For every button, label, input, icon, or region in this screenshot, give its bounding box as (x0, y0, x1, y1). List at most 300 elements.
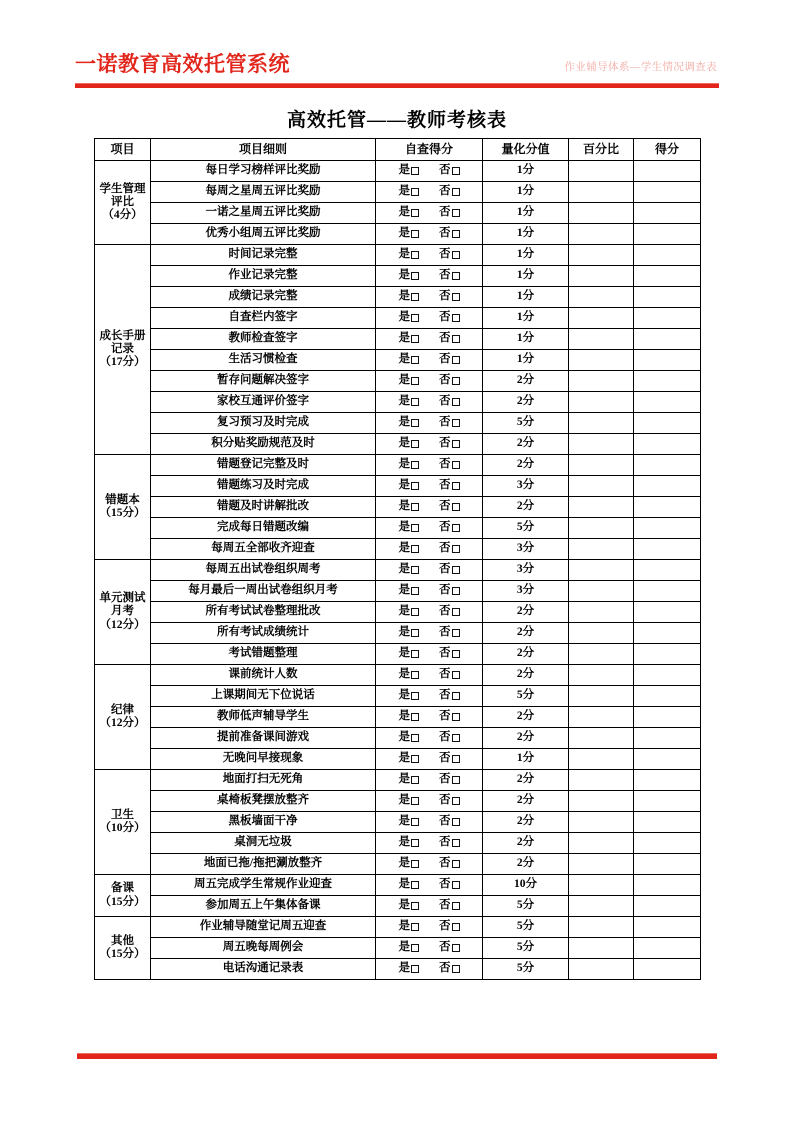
percent-cell[interactable] (569, 959, 634, 980)
points-cell: 2分 (483, 833, 569, 854)
check-options (376, 269, 482, 282)
percent-cell[interactable] (569, 854, 634, 875)
empty-checkbox-icon[interactable] (452, 797, 460, 805)
score-cell[interactable] (634, 287, 701, 308)
percent-cell[interactable] (569, 266, 634, 287)
detail-cell: 时间记录完整 (151, 245, 376, 266)
table-row (95, 875, 701, 896)
score-cell[interactable] (634, 644, 701, 665)
empty-checkbox-icon[interactable] (452, 524, 460, 532)
percent-cell[interactable] (569, 644, 634, 665)
score-cell[interactable] (634, 455, 701, 476)
empty-checkbox-icon[interactable] (452, 860, 460, 868)
checkbox-no[interactable] (439, 794, 460, 807)
empty-checkbox-icon[interactable] (452, 482, 460, 490)
checkbox-no[interactable] (439, 647, 460, 660)
checkbox-yes-label: 是 (398, 542, 410, 555)
percent-cell[interactable] (569, 707, 634, 728)
score-cell[interactable] (634, 812, 701, 833)
percent-cell[interactable] (569, 791, 634, 812)
empty-checkbox-icon[interactable] (411, 566, 419, 574)
percent-cell[interactable] (569, 203, 634, 224)
points-cell: 2分 (483, 434, 569, 455)
empty-checkbox-icon[interactable] (452, 923, 460, 931)
score-cell[interactable] (634, 224, 701, 245)
empty-checkbox-icon[interactable] (452, 902, 460, 910)
empty-checkbox-icon[interactable] (452, 251, 460, 259)
score-cell[interactable] (634, 581, 701, 602)
checkbox-no[interactable] (439, 479, 460, 492)
empty-checkbox-icon[interactable] (452, 419, 460, 427)
checkbox-no-label: 否 (439, 458, 451, 471)
score-cell[interactable] (634, 854, 701, 875)
score-cell[interactable] (634, 161, 701, 182)
score-cell[interactable] (634, 518, 701, 539)
checkbox-yes[interactable] (399, 794, 420, 807)
checkbox-yes-label: 是 (398, 752, 410, 765)
empty-checkbox-icon[interactable] (452, 356, 460, 364)
self-check-cell (376, 308, 483, 329)
checkbox-no[interactable] (439, 185, 460, 198)
checkbox-yes[interactable] (399, 815, 420, 828)
checkbox-yes[interactable] (399, 206, 420, 219)
checkbox-no[interactable] (439, 731, 460, 744)
checkbox-yes[interactable] (399, 164, 420, 177)
table-row (95, 686, 701, 707)
checkbox-no[interactable] (439, 521, 460, 534)
empty-checkbox-icon[interactable] (452, 818, 460, 826)
checkbox-yes[interactable] (399, 500, 420, 513)
checkbox-no[interactable] (439, 878, 460, 891)
empty-checkbox-icon[interactable] (411, 650, 419, 658)
checkbox-yes-label: 是 (398, 269, 410, 282)
group-label-line: 学生管理 (99, 182, 146, 195)
percent-cell[interactable] (569, 602, 634, 623)
score-cell[interactable] (634, 770, 701, 791)
checkbox-yes-label: 是 (398, 521, 410, 534)
points-cell: 2分 (483, 602, 569, 623)
checkbox-yes[interactable] (399, 332, 420, 345)
checkbox-yes-label: 是 (398, 437, 410, 450)
checkbox-yes[interactable] (399, 920, 420, 933)
check-options (376, 206, 482, 219)
checkbox-yes[interactable] (399, 962, 420, 975)
percent-cell[interactable] (569, 413, 634, 434)
checkbox-no[interactable] (439, 899, 460, 912)
checkbox-yes[interactable] (399, 290, 420, 303)
score-cell[interactable] (634, 329, 701, 350)
checkbox-no[interactable] (439, 941, 460, 954)
column-header-score: 得分 (634, 139, 701, 161)
empty-checkbox-icon[interactable] (411, 461, 419, 469)
checkbox-no[interactable] (439, 605, 460, 618)
group-label-line: 记录 (111, 342, 134, 355)
empty-checkbox-icon[interactable] (411, 734, 419, 742)
empty-checkbox-icon[interactable] (411, 293, 419, 301)
empty-checkbox-icon[interactable] (411, 902, 419, 910)
group-label-cell (95, 455, 151, 560)
checkbox-yes[interactable] (399, 584, 420, 597)
empty-checkbox-icon[interactable] (411, 923, 419, 931)
checkbox-no[interactable] (439, 206, 460, 219)
checkbox-no[interactable] (439, 437, 460, 450)
empty-checkbox-icon[interactable] (411, 251, 419, 259)
empty-checkbox-icon[interactable] (452, 608, 460, 616)
column-header-selfcheck: 自查得分 (376, 139, 483, 161)
score-cell[interactable] (634, 371, 701, 392)
checkbox-yes[interactable] (399, 752, 420, 765)
percent-cell[interactable] (569, 728, 634, 749)
percent-cell[interactable] (569, 770, 634, 791)
points-cell: 1分 (483, 266, 569, 287)
checkbox-no[interactable] (439, 542, 460, 555)
percent-cell[interactable] (569, 245, 634, 266)
percent-cell[interactable] (569, 917, 634, 938)
checkbox-yes[interactable] (399, 941, 420, 954)
empty-checkbox-icon[interactable] (411, 377, 419, 385)
empty-checkbox-icon[interactable] (411, 587, 419, 595)
empty-checkbox-icon[interactable] (411, 524, 419, 532)
percent-cell[interactable] (569, 539, 634, 560)
empty-checkbox-icon[interactable] (411, 167, 419, 175)
empty-checkbox-icon[interactable] (452, 188, 460, 196)
empty-checkbox-icon[interactable] (452, 167, 460, 175)
checkbox-no[interactable] (439, 416, 460, 429)
score-cell[interactable] (634, 749, 701, 770)
empty-checkbox-icon[interactable] (411, 629, 419, 637)
score-cell[interactable] (634, 308, 701, 329)
checkbox-yes[interactable] (399, 773, 420, 786)
checkbox-no-label: 否 (439, 962, 451, 975)
score-cell[interactable] (634, 959, 701, 980)
group-label-line: （12分） (99, 717, 146, 729)
checkbox-no-label: 否 (439, 668, 451, 681)
empty-checkbox-icon[interactable] (452, 671, 460, 679)
percent-cell[interactable] (569, 434, 634, 455)
empty-checkbox-icon[interactable] (411, 881, 419, 889)
table-row (95, 959, 701, 980)
empty-checkbox-icon[interactable] (411, 356, 419, 364)
percent-cell[interactable] (569, 224, 634, 245)
checkbox-yes-label: 是 (398, 332, 410, 345)
checkbox-yes[interactable] (399, 311, 420, 324)
empty-checkbox-icon[interactable] (411, 398, 419, 406)
checkbox-no[interactable] (439, 752, 460, 765)
empty-checkbox-icon[interactable] (411, 230, 419, 238)
percent-cell[interactable] (569, 476, 634, 497)
percent-cell[interactable] (569, 308, 634, 329)
score-cell[interactable] (634, 875, 701, 896)
table-row (95, 308, 701, 329)
group-label-cell (95, 770, 151, 875)
checkbox-yes[interactable] (399, 689, 420, 702)
percent-cell[interactable] (569, 875, 634, 896)
score-cell[interactable] (634, 728, 701, 749)
points-cell: 3分 (483, 476, 569, 497)
checkbox-yes[interactable] (399, 647, 420, 660)
empty-checkbox-icon[interactable] (452, 629, 460, 637)
empty-checkbox-icon[interactable] (452, 293, 460, 301)
empty-checkbox-icon[interactable] (452, 881, 460, 889)
empty-checkbox-icon[interactable] (411, 965, 419, 973)
group-label-line: （15分） (99, 948, 146, 960)
self-check-cell (376, 392, 483, 413)
percent-cell[interactable] (569, 581, 634, 602)
empty-checkbox-icon[interactable] (452, 314, 460, 322)
points-cell: 5分 (483, 959, 569, 980)
checkbox-yes[interactable] (399, 731, 420, 744)
empty-checkbox-icon[interactable] (452, 272, 460, 280)
empty-checkbox-icon[interactable] (452, 566, 460, 574)
checkbox-yes-label: 是 (398, 311, 410, 324)
empty-checkbox-icon[interactable] (411, 818, 419, 826)
score-cell[interactable] (634, 476, 701, 497)
empty-checkbox-icon[interactable] (411, 314, 419, 322)
score-cell[interactable] (634, 623, 701, 644)
group-label-line: 成长手册 (99, 329, 146, 342)
checkbox-no[interactable] (439, 332, 460, 345)
detail-cell: 每月最后一周出试卷组织月考 (151, 581, 376, 602)
checkbox-no[interactable] (439, 773, 460, 786)
score-cell[interactable] (634, 917, 701, 938)
detail-cell: 一诺之星周五评比奖励 (151, 203, 376, 224)
checkbox-no[interactable] (439, 311, 460, 324)
check-options (376, 626, 482, 639)
score-cell[interactable] (634, 182, 701, 203)
self-check-cell (376, 476, 483, 497)
score-cell[interactable] (634, 665, 701, 686)
checkbox-yes[interactable] (399, 437, 420, 450)
self-check-cell (376, 245, 483, 266)
percent-cell[interactable] (569, 749, 634, 770)
percent-cell[interactable] (569, 665, 634, 686)
score-cell[interactable] (634, 896, 701, 917)
points-cell: 1分 (483, 245, 569, 266)
detail-cell: 所有考试成绩统计 (151, 623, 376, 644)
empty-checkbox-icon[interactable] (452, 839, 460, 847)
percent-cell[interactable] (569, 371, 634, 392)
checkbox-yes[interactable] (399, 227, 420, 240)
empty-checkbox-icon[interactable] (452, 335, 460, 343)
empty-checkbox-icon[interactable] (452, 734, 460, 742)
score-cell[interactable] (634, 203, 701, 224)
checkbox-yes-label: 是 (398, 584, 410, 597)
checkbox-yes[interactable] (399, 626, 420, 639)
checkbox-yes[interactable] (399, 185, 420, 198)
table-row (95, 770, 701, 791)
empty-checkbox-icon[interactable] (411, 440, 419, 448)
empty-checkbox-icon[interactable] (411, 860, 419, 868)
checkbox-no[interactable] (439, 353, 460, 366)
empty-checkbox-icon[interactable] (452, 503, 460, 511)
check-options (376, 836, 482, 849)
empty-checkbox-icon[interactable] (411, 839, 419, 847)
percent-cell[interactable] (569, 623, 634, 644)
checkbox-yes-label: 是 (398, 374, 410, 387)
empty-checkbox-icon[interactable] (452, 755, 460, 763)
percent-cell[interactable] (569, 938, 634, 959)
checkbox-yes[interactable] (399, 248, 420, 261)
empty-checkbox-icon[interactable] (452, 692, 460, 700)
score-cell[interactable] (634, 833, 701, 854)
checkbox-no[interactable] (439, 227, 460, 240)
percent-cell[interactable] (569, 329, 634, 350)
checkbox-no-label: 否 (439, 731, 451, 744)
empty-checkbox-icon[interactable] (411, 671, 419, 679)
checkbox-no[interactable] (439, 668, 460, 681)
score-cell[interactable] (634, 539, 701, 560)
checkbox-no[interactable] (439, 689, 460, 702)
checkbox-yes[interactable] (399, 563, 420, 576)
self-check-cell (376, 707, 483, 728)
percent-cell[interactable] (569, 455, 634, 476)
points-cell: 5分 (483, 413, 569, 434)
percent-cell[interactable] (569, 161, 634, 182)
empty-checkbox-icon[interactable] (452, 209, 460, 217)
score-cell[interactable] (634, 266, 701, 287)
checkbox-no-label: 否 (439, 563, 451, 576)
score-cell[interactable] (634, 392, 701, 413)
percent-cell[interactable] (569, 686, 634, 707)
checkbox-no[interactable] (439, 563, 460, 576)
checkbox-no[interactable] (439, 374, 460, 387)
checkbox-no[interactable] (439, 269, 460, 282)
percent-cell[interactable] (569, 392, 634, 413)
checkbox-no[interactable] (439, 857, 460, 870)
checkbox-no[interactable] (439, 962, 460, 975)
checkbox-yes[interactable] (399, 836, 420, 849)
checkbox-no[interactable] (439, 626, 460, 639)
checkbox-no[interactable] (439, 164, 460, 177)
empty-checkbox-icon[interactable] (411, 944, 419, 952)
empty-checkbox-icon[interactable] (411, 692, 419, 700)
checkbox-no[interactable] (439, 584, 460, 597)
score-cell[interactable] (634, 350, 701, 371)
empty-checkbox-icon[interactable] (452, 650, 460, 658)
empty-checkbox-icon[interactable] (452, 713, 460, 721)
score-cell[interactable] (634, 791, 701, 812)
checkbox-yes[interactable] (399, 710, 420, 723)
table-row (95, 518, 701, 539)
table-row (95, 203, 701, 224)
group-label-line: 错题本 (105, 493, 140, 506)
checkbox-yes-label: 是 (398, 899, 410, 912)
empty-checkbox-icon[interactable] (452, 461, 460, 469)
checkbox-yes[interactable] (399, 899, 420, 912)
checkbox-no-label: 否 (439, 185, 451, 198)
percent-cell[interactable] (569, 497, 634, 518)
empty-checkbox-icon[interactable] (411, 272, 419, 280)
checkbox-yes[interactable] (399, 458, 420, 471)
percent-cell[interactable] (569, 560, 634, 581)
percent-cell[interactable] (569, 833, 634, 854)
checkbox-yes[interactable] (399, 479, 420, 492)
empty-checkbox-icon[interactable] (411, 713, 419, 721)
self-check-cell (376, 581, 483, 602)
empty-checkbox-icon[interactable] (452, 965, 460, 973)
group-label-cell (95, 665, 151, 770)
score-cell[interactable] (634, 245, 701, 266)
points-cell: 5分 (483, 518, 569, 539)
empty-checkbox-icon[interactable] (411, 503, 419, 511)
checkbox-no[interactable] (439, 458, 460, 471)
points-cell: 2分 (483, 770, 569, 791)
checkbox-yes[interactable] (399, 269, 420, 282)
check-options (376, 185, 482, 198)
empty-checkbox-icon[interactable] (411, 776, 419, 784)
checkbox-yes[interactable] (399, 521, 420, 534)
empty-checkbox-icon[interactable] (411, 608, 419, 616)
empty-checkbox-icon[interactable] (411, 209, 419, 217)
empty-checkbox-icon[interactable] (411, 545, 419, 553)
empty-checkbox-icon[interactable] (411, 755, 419, 763)
score-cell[interactable] (634, 686, 701, 707)
empty-checkbox-icon[interactable] (452, 230, 460, 238)
empty-checkbox-icon[interactable] (411, 482, 419, 490)
percent-cell[interactable] (569, 812, 634, 833)
score-cell[interactable] (634, 434, 701, 455)
checkbox-yes[interactable] (399, 416, 420, 429)
checkbox-no[interactable] (439, 836, 460, 849)
percent-cell[interactable] (569, 896, 634, 917)
empty-checkbox-icon[interactable] (452, 377, 460, 385)
checkbox-no-label: 否 (439, 794, 451, 807)
checkbox-no[interactable] (439, 815, 460, 828)
empty-checkbox-icon[interactable] (411, 419, 419, 427)
score-cell[interactable] (634, 497, 701, 518)
checkbox-no[interactable] (439, 710, 460, 723)
checkbox-yes[interactable] (399, 353, 420, 366)
score-cell[interactable] (634, 560, 701, 581)
detail-cell: 电话沟通记录表 (151, 959, 376, 980)
checkbox-no[interactable] (439, 395, 460, 408)
empty-checkbox-icon[interactable] (452, 440, 460, 448)
checkbox-no[interactable] (439, 500, 460, 513)
checkbox-no[interactable] (439, 290, 460, 303)
score-cell[interactable] (634, 413, 701, 434)
score-cell[interactable] (634, 707, 701, 728)
score-cell[interactable] (634, 938, 701, 959)
checkbox-no-label: 否 (439, 773, 451, 786)
checkbox-yes[interactable] (399, 605, 420, 618)
checkbox-no[interactable] (439, 920, 460, 933)
empty-checkbox-icon[interactable] (452, 398, 460, 406)
checkbox-yes[interactable] (399, 542, 420, 555)
check-options (376, 731, 482, 744)
checkbox-yes[interactable] (399, 857, 420, 870)
empty-checkbox-icon[interactable] (411, 188, 419, 196)
checkbox-yes[interactable] (399, 374, 420, 387)
empty-checkbox-icon[interactable] (411, 335, 419, 343)
percent-cell[interactable] (569, 287, 634, 308)
percent-cell[interactable] (569, 350, 634, 371)
empty-checkbox-icon[interactable] (452, 944, 460, 952)
empty-checkbox-icon[interactable] (452, 545, 460, 553)
group-label-line: （10分） (99, 822, 146, 834)
detail-cell: 周五晚每周例会 (151, 938, 376, 959)
self-check-cell (376, 455, 483, 476)
percent-cell[interactable] (569, 518, 634, 539)
checkbox-yes[interactable] (399, 668, 420, 681)
empty-checkbox-icon[interactable] (452, 776, 460, 784)
empty-checkbox-icon[interactable] (452, 587, 460, 595)
checkbox-no[interactable] (439, 248, 460, 261)
empty-checkbox-icon[interactable] (411, 797, 419, 805)
checkbox-yes[interactable] (399, 395, 420, 408)
score-cell[interactable] (634, 602, 701, 623)
percent-cell[interactable] (569, 182, 634, 203)
checkbox-yes[interactable] (399, 878, 420, 891)
